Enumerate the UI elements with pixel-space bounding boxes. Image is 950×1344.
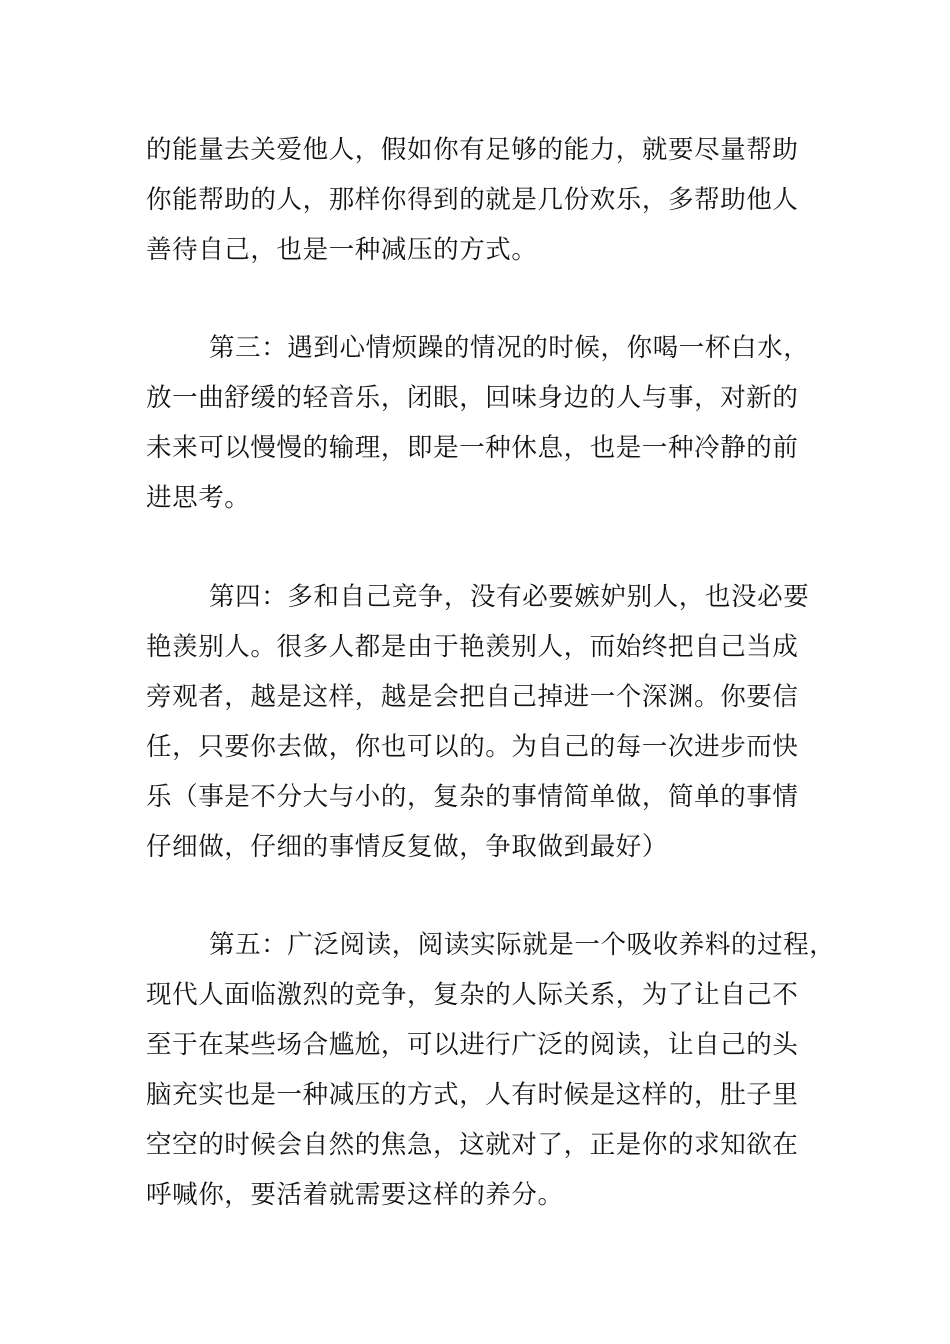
text-line: 未来可以慢慢的输理，即是一种休息，也是一种冷静的前 <box>146 433 799 463</box>
text-line: 第五：广泛阅读，阅读实际就是一个吸收养料的过程， <box>209 930 836 960</box>
text-line: 现代人面临激烈的竞争，复杂的人际关系，为了让自己不 <box>146 980 799 1010</box>
text-line: 脑充实也是一种减压的方式，人有时候是这样的，肚子里 <box>146 1080 799 1110</box>
text-line: 任，只要你去做，你也可以的。为自己的每一次进步而快 <box>146 732 799 762</box>
text-line: 你能帮助的人，那样你得到的就是几份欢乐，多帮助他人 <box>146 185 799 215</box>
text-line: 进思考。 <box>146 483 251 513</box>
text-line: 放一曲舒缓的轻音乐，闭眼，回味身边的人与事，对新的 <box>146 383 799 413</box>
text-line: 第四：多和自己竞争，没有必要嫉妒别人，也没必要 <box>209 582 810 612</box>
text-line: 乐（事是不分大与小的，复杂的事情简单做，简单的事情 <box>146 782 799 812</box>
text-line: 仔细做，仔细的事情反复做，争取做到最好） <box>146 832 669 862</box>
text-line: 第三：遇到心情烦躁的情况的时候，你喝一杯白水， <box>209 333 810 363</box>
paragraph-point-four <box>146 572 816 872</box>
text-line: 旁观者，越是这样，越是会把自己掉进一个深渊。你要信 <box>146 682 799 712</box>
text-line: 的能量去关爱他人，假如你有足够的能力，就要尽量帮助 <box>146 135 799 165</box>
text-line: 至于在某些场合尴尬，可以进行广泛的阅读，让自己的头 <box>146 1030 799 1060</box>
paragraph-point-five <box>146 920 836 1220</box>
text-line: 善待自己，也是一种减压的方式。 <box>146 235 538 265</box>
paragraph-continuation <box>146 125 816 275</box>
text-line: 呼喊你，要活着就需要这样的养分。 <box>146 1180 564 1210</box>
text-line: 空空的时候会自然的焦急，这就对了，正是你的求知欲在 <box>146 1130 799 1160</box>
text-line: 艳羡别人。很多人都是由于艳羡别人，而始终把自己当成 <box>146 632 799 662</box>
paragraph-point-three <box>146 323 816 523</box>
